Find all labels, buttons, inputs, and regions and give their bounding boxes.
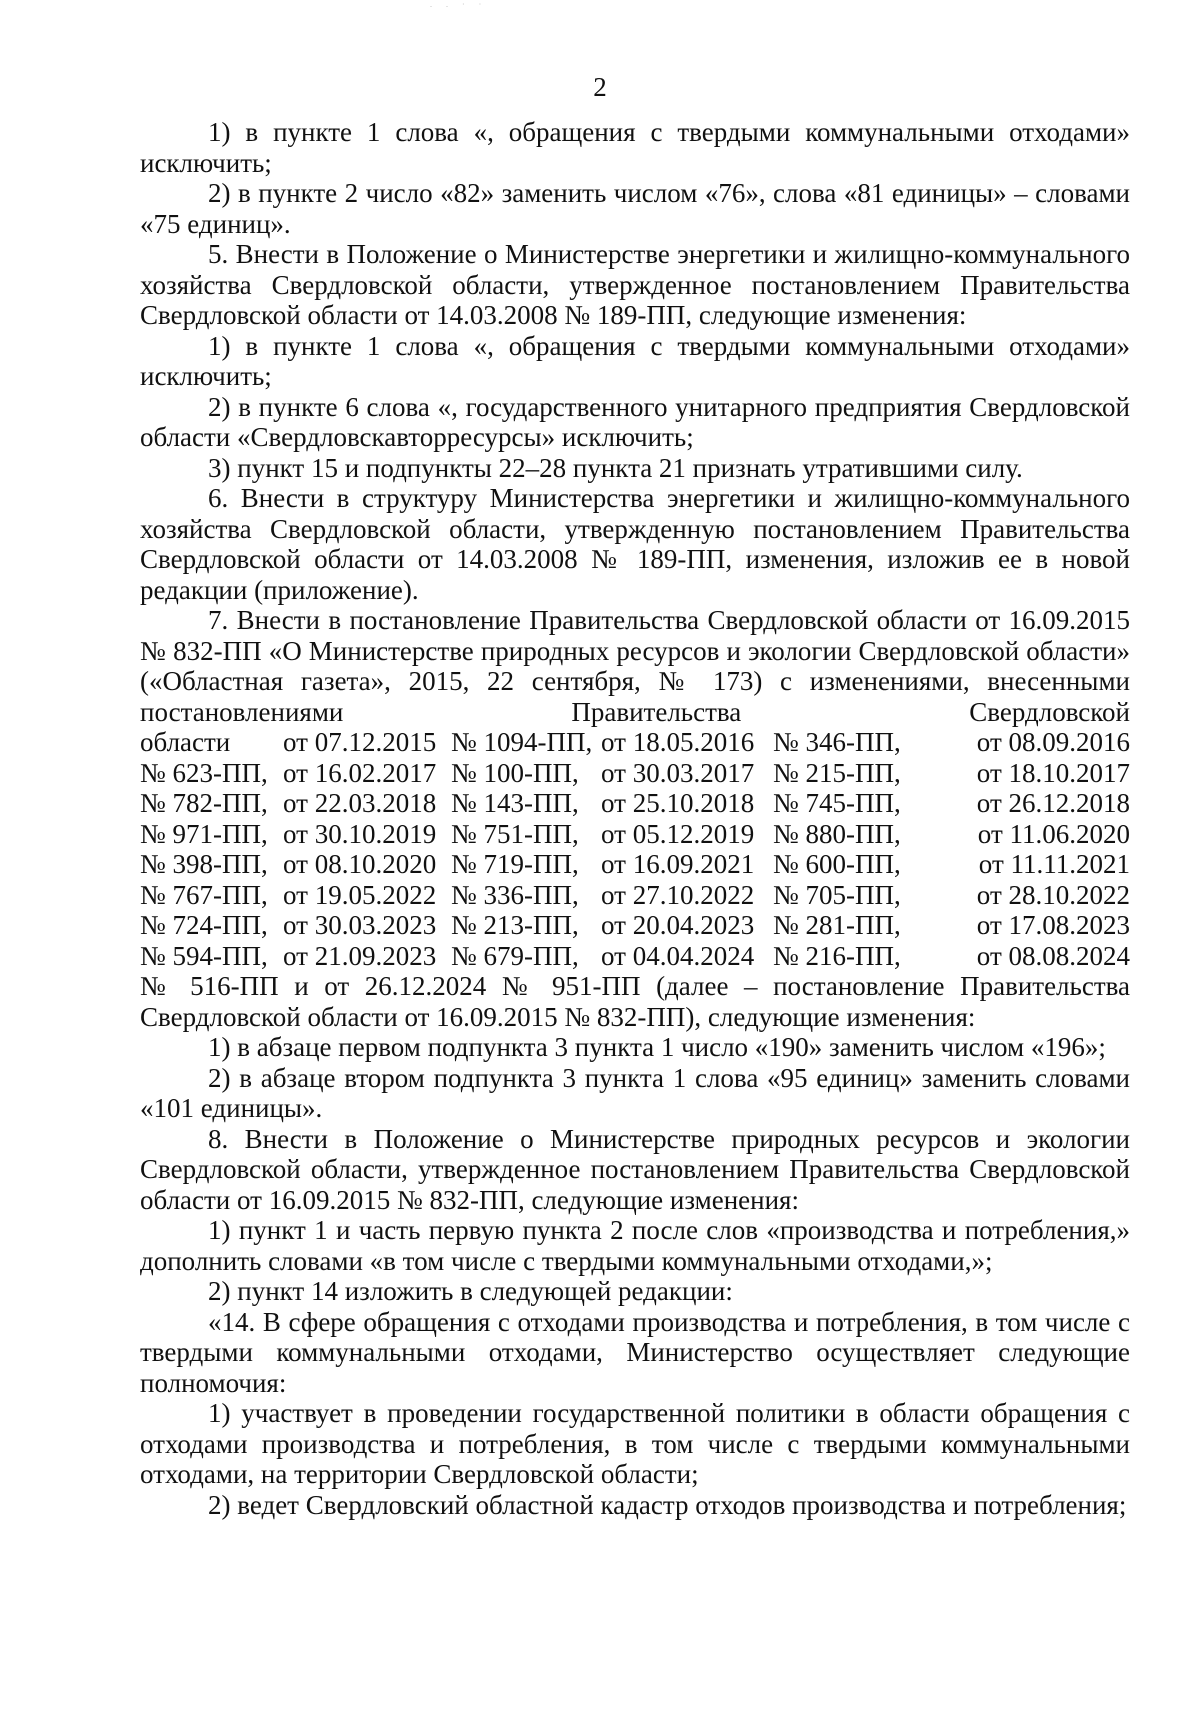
amendment-ref-cell: № 213-ПП, [451, 910, 579, 940]
paragraph: 1) в пункте 1 слова «, обращения с твердыми коммунальными отходами» исключить; [140, 117, 1130, 178]
paragraph: 1) в пункте 1 слова «, обращения с твердыми коммунальными отходами» исключить; [140, 330, 1130, 391]
amendment-ref-cell: от 16.02.2017 [283, 757, 437, 788]
amendment-ref-cell: от 30.03.2023 [283, 910, 437, 940]
amendment-ref-row [140, 880, 1130, 911]
amendment-ref-row [140, 849, 1130, 880]
amendment-ref-row [140, 910, 1130, 941]
amendment-references-table [140, 727, 1130, 971]
paragraph: 6. Внести в структуру Министерства энергетики и жилищно-коммунального хозяйства Свердловской области, утвержденную постановлением Правительства Свердловской области от 14.03.2008 № 189-ПП, изменения, изложив ее в новой редакции (приложение). [140, 483, 1130, 605]
paragraph: 3) пункт 15 и подпункты 22–28 пункта 21 признать утратившими силу. [208, 452, 1023, 483]
paragraph: 2) в абзаце втором подпункта 3 пункта 1 слова «95 единиц» заменить словами «101 единицы». [140, 1062, 1130, 1123]
amendment-ref-row [140, 941, 1130, 972]
amendment-ref-cell: от 25.10.2018 [601, 788, 755, 818]
amendment-ref-cell: от 27.10.2022 [601, 879, 755, 910]
paragraph: 1) пункт 1 и часть первую пункта 2 после слов «производства и потребления,» дополнить словами «в том числе с твердыми коммунальными отходами,»; [140, 1215, 1130, 1276]
amendment-ref-cell: № 1094-ПП, [451, 727, 593, 757]
amendment-ref-cell: № 215-ПП, [773, 757, 901, 788]
paragraph: 1) участвует в проведении государственной политики в области обращения с отходами производства и потребления, в том числе с твердыми коммунальными отходами, на территории Свердловской области; [140, 1398, 1130, 1489]
amendment-ref-row [140, 788, 1130, 819]
amendment-ref-cell: от 04.04.2024 [601, 940, 755, 971]
amendment-ref-cell: от 11.06.2020 [977, 818, 1130, 849]
amendment-ref-cell: области [140, 727, 231, 757]
amendment-references-body [140, 727, 1130, 971]
amendment-ref-row [140, 727, 1130, 758]
amendment-ref-cell: № 336-ПП, [451, 879, 579, 910]
amendment-ref-cell: № 600-ПП, [773, 849, 901, 879]
amendment-ref-cell: № 100-ПП, [451, 757, 579, 788]
amendment-ref-cell: № 281-ПП, [773, 910, 901, 940]
amendment-ref-cell: № 751-ПП, [451, 818, 579, 849]
paragraph: 7. Внести в постановление Правительства Свердловской области от 16.09.2015 № 832-ПП «О Министерстве природных ресурсов и экологии Свердловской области» («Областная газета», 2015, 22 сентября, № 173) с изменениями, внесенными постановлениями Правительства Свердловской [140, 605, 1130, 727]
amendment-ref-cell: № 398-ПП, [140, 849, 268, 879]
paragraph: 2) в пункте 6 слова «, государственного унитарного предприятия Свердловской области «Свердловскавторресурсы» исключить; [140, 391, 1130, 452]
amendment-ref-cell: № 880-ПП, [773, 818, 901, 849]
amendment-ref-cell: от 28.10.2022 [976, 879, 1130, 910]
document-body [140, 117, 1130, 1520]
amendment-ref-cell: от 20.04.2023 [601, 910, 755, 940]
amendment-ref-cell: № 724-ПП, [140, 910, 268, 940]
amendment-ref-cell: от 26.12.2018 [976, 788, 1130, 818]
amendment-ref-cell: от 21.09.2023 [283, 940, 437, 971]
amendment-ref-cell: № 782-ПП, [140, 788, 268, 818]
paragraph: 2) в пункте 2 число «82» заменить числом «76», слова «81 единицы» – словами «75 единиц». [140, 178, 1130, 239]
amendment-ref-cell: № 745-ПП, [773, 788, 901, 818]
amendment-ref-cell: № 679-ПП, [451, 940, 579, 971]
amendment-ref-cell: от 30.03.2017 [601, 757, 755, 788]
amendment-ref-cell: от 16.09.2021 [601, 849, 755, 879]
amendment-ref-cell: от 08.08.2024 [976, 940, 1130, 971]
amendment-ref-cell: № 705-ПП, [773, 879, 901, 910]
amendment-ref-cell: от 30.10.2019 [283, 818, 437, 849]
scan-artifact: . . · · [430, 0, 488, 9]
amendment-ref-cell: от 18.10.2017 [976, 757, 1130, 788]
paragraph: 8. Внести в Положение о Министерстве природных ресурсов и экологии Свердловской области, утвержденное постановлением Правительства Свердловской области от 16.09.2015 № 832-ПП, следующие изменения: [140, 1123, 1130, 1215]
amendment-ref-cell: № 971-ПП, [140, 818, 268, 849]
amendment-ref-cell: № 346-ПП, [773, 727, 901, 757]
amendment-ref-cell: от 08.09.2016 [976, 727, 1130, 757]
page-number: 2 [593, 72, 607, 102]
amendment-ref-cell: № 594-ПП, [140, 940, 268, 971]
amendment-ref-cell: № 216-ПП, [773, 940, 901, 971]
amendment-ref-cell: от 17.08.2023 [976, 910, 1130, 940]
paragraph: № 516-ПП и от 26.12.2024 № 951-ПП (далее – постановление Правительства Свердловской области от 16.09.2015 № 832-ПП), следующие изменения: [140, 971, 1130, 1032]
paragraph: «14. В сфере обращения с отходами производства и потребления, в том числе с твердыми коммунальными отходами, Министерство осуществляет следующие полномочия: [140, 1306, 1130, 1398]
paragraph: 2) ведет Свердловский областной кадастр отходов производства и потребления; [208, 1489, 1127, 1520]
amendment-ref-row [140, 758, 1130, 789]
amendment-ref-cell: от 11.11.2021 [978, 849, 1130, 879]
paragraph: 2) пункт 14 изложить в следующей редакции: [208, 1276, 733, 1306]
amendment-ref-cell: от 19.05.2022 [283, 879, 437, 910]
amendment-ref-row [140, 819, 1130, 850]
amendment-ref-cell: № 767-ПП, [140, 879, 268, 910]
amendment-ref-cell: № 143-ПП, [451, 788, 579, 818]
amendment-ref-cell: от 18.05.2016 [601, 727, 755, 757]
paragraph: 1) в абзаце первом подпункта 3 пункта 1 число «190» заменить числом «196»; [208, 1032, 1106, 1062]
amendment-ref-cell: от 22.03.2018 [283, 788, 437, 818]
amendment-ref-cell: № 719-ПП, [451, 849, 579, 879]
amendment-ref-cell: от 05.12.2019 [601, 818, 755, 849]
amendment-ref-cell: № 623-ПП, [140, 757, 268, 788]
paragraph: 5. Внести в Положение о Министерстве энергетики и жилищно-коммунального хозяйства Свердловской области, утвержденное постановлением Правительства Свердловской области от 14.03.2008 № 189-ПП, следующие изменения: [140, 239, 1130, 330]
amendment-ref-cell: от 07.12.2015 [283, 727, 437, 757]
amendment-ref-cell: от 08.10.2020 [283, 849, 437, 879]
